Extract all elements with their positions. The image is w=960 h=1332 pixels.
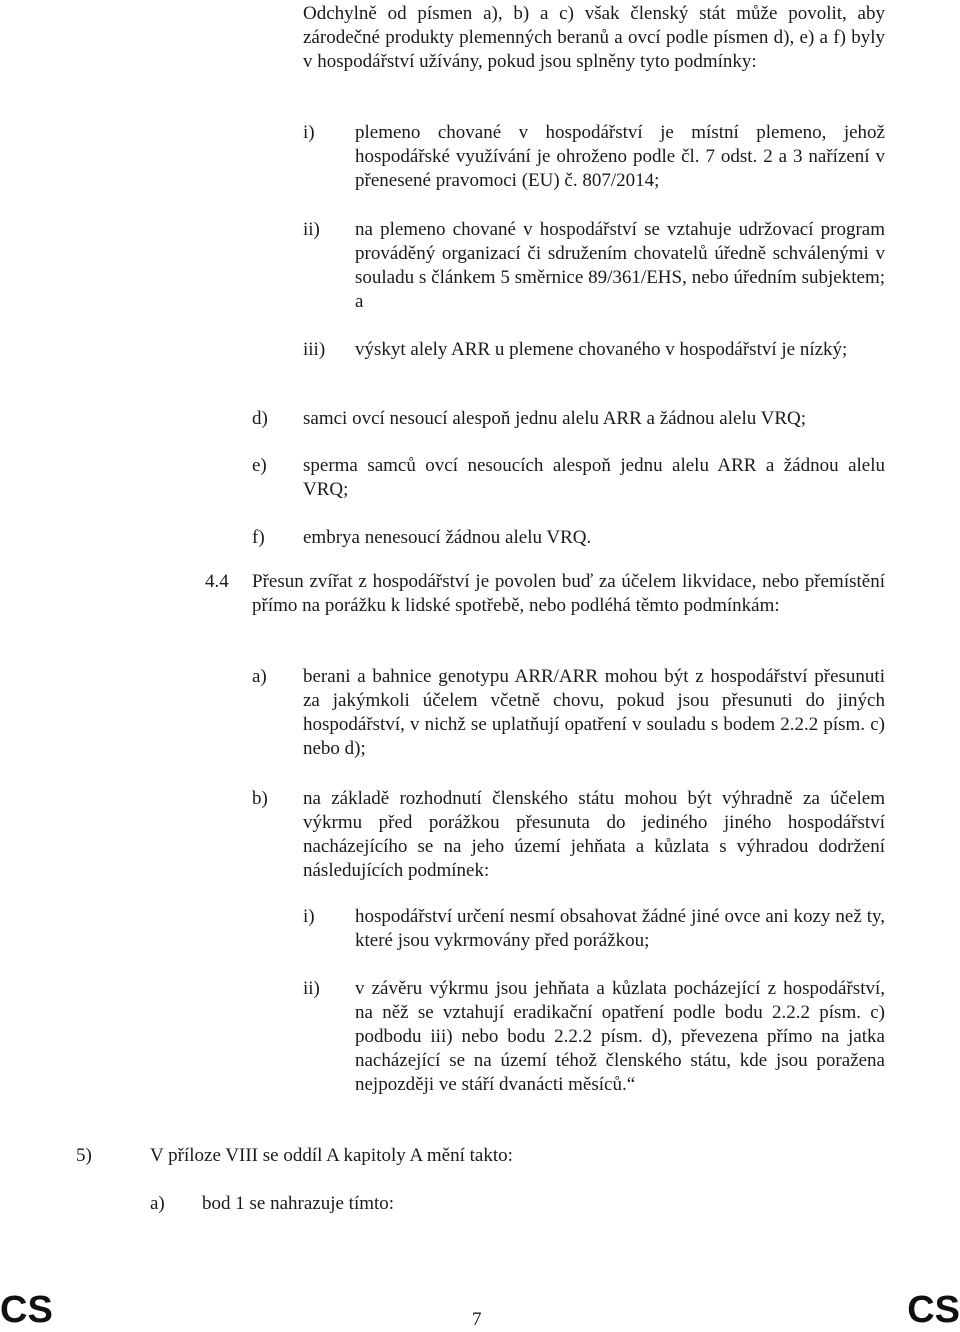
item-label: ii): [303, 978, 320, 999]
item-label: b): [252, 788, 268, 809]
item-text: na základě rozhodnutí členského státu mohou být výhradně za účelem výkrmu před porážkou přesunuta do jediného jiného hospodářství nacházejícího se na jeho území jehňata a kůzlata s výhradou dodržení následujících podmínek:: [303, 788, 885, 881]
intro-paragraph: Odchylně od písmen a), b) a c) však členský stát může povolit, aby zárodečné produkty plemenných beranů a ovcí podle písmen d), e) a f) byly v hospodářství užívány, pokud jsou splněny tyto podmínky:: [303, 3, 885, 72]
footer-language-left: CS: [0, 1289, 53, 1331]
item-label: d): [252, 408, 268, 429]
item-label: a): [252, 666, 267, 687]
section-text: Přesun zvířat z hospodářství je povolen buď za účelem likvidace, nebo přemístění přímo na porážku k lidské spotřebě, nebo podléhá těmto podmínkám:: [252, 571, 885, 616]
condition-label: i): [303, 122, 315, 143]
point-text: V příloze VIII se oddíl A kapitoly A mění takto:: [150, 1145, 513, 1166]
item-label: i): [303, 906, 315, 927]
condition-text: na plemeno chované v hospodářství se vztahuje udržovací program prováděný organizací či sdružením chovatelů úředně schválenými v souladu s článkem 5 směrnice 89/361/EHS, nebo úředním subjektem; a: [355, 219, 885, 312]
item-text: samci ovcí nesoucí alespoň jednu alelu ARR a žádnou alelu VRQ;: [303, 408, 807, 429]
footer-language-right: CS: [907, 1289, 960, 1331]
item-text: embrya nenesoucí žádnou alelu VRQ.: [303, 527, 592, 548]
point-label: 5): [76, 1145, 92, 1166]
item-text: hospodářství určení nesmí obsahovat žádné jiné ovce ani kozy než ty, které jsou vykrmovány před porážkou;: [355, 906, 885, 951]
condition-text: výskyt alely ARR u plemene chovaného v hospodářství je nízký;: [355, 339, 848, 360]
item-label: f): [252, 527, 265, 548]
point-label: a): [150, 1193, 165, 1214]
condition-text: plemeno chované v hospodářství je místní plemeno, jehož hospodářské využívání je ohroženo podle čl. 7 odst. 2 a 3 nařízení v přenesené pravomoci (EU) č. 807/2014;: [355, 122, 885, 191]
point-text: bod 1 se nahrazuje tímto:: [202, 1193, 395, 1214]
item-label: e): [252, 455, 267, 476]
page-number: 7: [472, 1309, 482, 1330]
item-text: v závěru výkrmu jsou jehňata a kůzlata pocházející z hospodářství, na něž se vztahují eradikační opatření podle bodu 2.2.2 písm. c) podbodu iii) nebo bodu 2.2.2 písm. d), převezena přímo na jatka nacházející se na území téhož členského státu, kde jsou poražena nejpozději ve stáří dvanácti měsíců.“: [355, 978, 885, 1095]
section-number: 4.4: [205, 571, 229, 592]
item-text: berani a bahnice genotypu ARR/ARR mohou být z hospodářství přesunuti za jakýmkoli účelem včetně chovu, pokud jsou přesunuti do jiných hospodářství, v nichž se uplatňují opatření v souladu s bodem 2.2.2 písm. c) nebo d);: [303, 666, 885, 759]
item-text: sperma samců ovcí nesoucích alespoň jednu alelu ARR a žádnou alelu VRQ;: [303, 455, 885, 500]
condition-label: ii): [303, 219, 320, 240]
condition-label: iii): [303, 339, 326, 360]
